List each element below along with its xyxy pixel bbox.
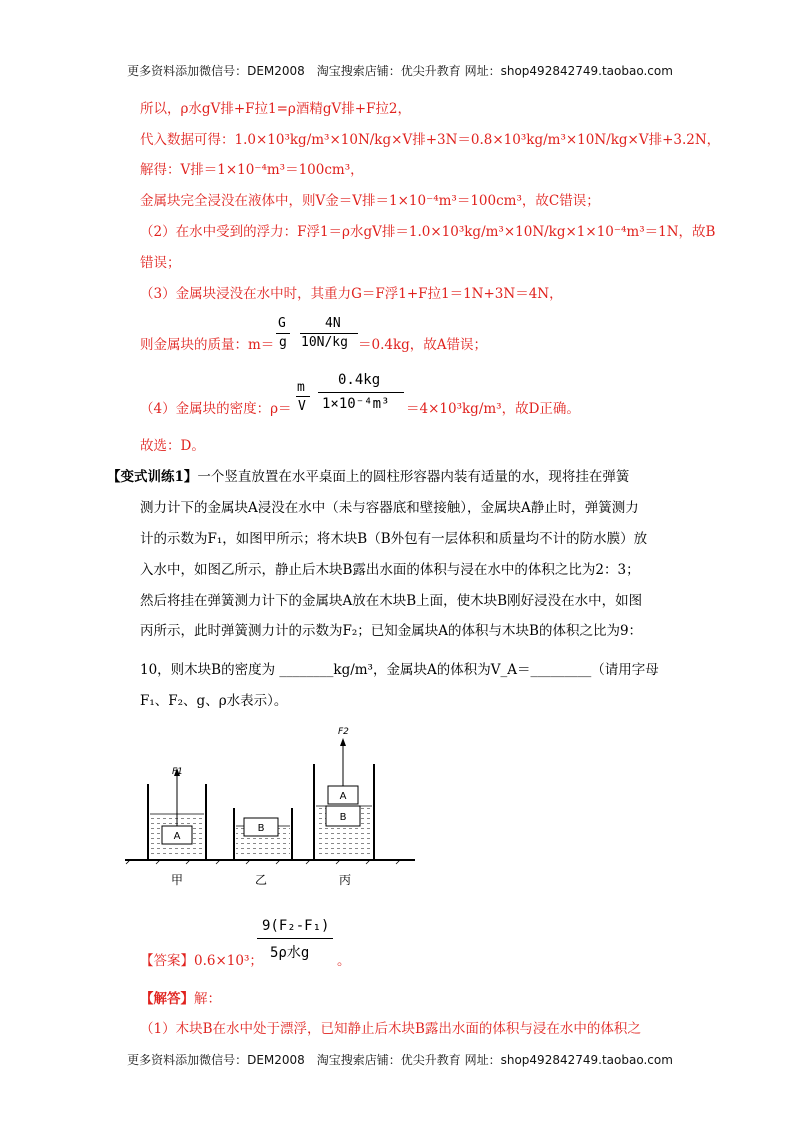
- block-b-label: B: [339, 812, 347, 823]
- exercise-line: 入水中，如图乙所示，静止后木块B露出水面的体积与浸在水中的体积之比为2：3；: [140, 562, 640, 578]
- exercise-line: 然后将挂在弹簧测力计下的金属块A放在木块B上面，使木块B刚好浸没在水中，如图: [140, 593, 643, 609]
- container-yi: [234, 808, 292, 859]
- fraction-bar: [296, 396, 310, 397]
- answer-end: 。: [337, 953, 351, 969]
- solution-line: 故选：D。: [140, 438, 205, 454]
- block-a-label: A: [173, 831, 181, 842]
- fraction-numerator: m: [297, 380, 305, 395]
- solution-line: 则金属块的质量：m＝: [140, 337, 275, 353]
- fraction-bar: [300, 333, 358, 334]
- analysis-text: 解：: [194, 991, 221, 1007]
- answer-fraction-numerator: 9(F₂-F₁): [262, 918, 330, 934]
- solution-line: （2）在水中受到的浮力：F浮1＝ρ水gV排＝1.0×10³kg/m³×10N/kg×1×10⁻⁴m³＝1N，故B: [140, 224, 716, 240]
- exercise-line: 10，则木块B的密度为 ________kg/m³，金属块A的体积为V_A＝_________（请用字母: [140, 662, 659, 678]
- solution-line: （3）金属块浸没在水中时，其重力G＝F浮1+F拉1＝1N+3N＝4N，: [140, 286, 563, 302]
- analysis-label: 【解答】: [140, 991, 194, 1007]
- solution-line: （4）金属块的密度：ρ＝: [140, 401, 292, 417]
- f1-label: F1: [172, 767, 183, 777]
- fraction-numerator: 0.4kg: [338, 372, 381, 388]
- fraction-numerator: G: [278, 316, 286, 331]
- fraction-denominator: g: [279, 335, 287, 350]
- exercise-line: 丙所示，此时弹簧测力计的示数为F₂；已知金属块A的体积与木块B的体积之比为9：: [140, 623, 643, 639]
- page-header: 更多资料添加微信号：DEM2008 淘宝搜索店铺：优尖升教育 网址：shop492842749.taobao.com: [127, 64, 673, 78]
- fraction-denominator: V: [298, 399, 306, 414]
- block-a-label: A: [339, 791, 347, 802]
- fraction-denominator: 1×10⁻⁴m³: [322, 396, 390, 412]
- answer-line: [140, 952, 263, 970]
- caption-bing: 丙: [338, 873, 352, 887]
- answer-fraction-denominator: 5ρ水g: [270, 945, 310, 961]
- exercise-line: [107, 468, 629, 486]
- analysis-line: [140, 990, 221, 1008]
- analysis-line: （1）木块B在水中处于漂浮，已知静止后木块B露出水面的体积与浸在水中的体积之: [140, 1021, 641, 1037]
- fraction-denominator: 10N/kg: [301, 335, 348, 350]
- exercise-tag: 【变式训练1】: [107, 469, 198, 485]
- container-bing: [314, 727, 374, 859]
- solution-line: 解得：V排＝1×10⁻⁴m³＝100cm³，: [140, 162, 364, 178]
- exercise-line: 测力计下的金属块A浸没在水中（未与容器底和壁接触），金属块A静止时，弹簧测力: [140, 500, 639, 516]
- container-jia: [148, 767, 206, 859]
- exercise-line: 计的示数为F₁，如图甲所示；将木块B（B外包有一层体积和质量均不计的防水膜）放: [140, 531, 648, 547]
- exercise-text: 一个竖直放置在水平桌面上的圆柱形容器内装有适量的水，现将挂在弹簧: [197, 469, 630, 485]
- fraction-bar: [276, 333, 290, 334]
- block-b-label: B: [257, 823, 265, 834]
- page-footer: 更多资料添加微信号：DEM2008 淘宝搜索店铺：优尖升教育 网址：shop492842749.taobao.com: [127, 1053, 673, 1067]
- solution-line: 所以，ρ水gV排+F拉1=ρ酒精gV排+F拉2，: [140, 101, 412, 117]
- f2-label: F2: [338, 727, 349, 737]
- exercise-line: F₁、F₂、g、ρ水表示）。: [140, 693, 288, 709]
- solution-line: 代入数据可得：1.0×10³kg/m³×10N/kg×V排+3N＝0.8×10³kg/m³×10N/kg×V排+3.2N，: [140, 132, 721, 148]
- solution-line: ＝4×10³kg/m³，故D正确。: [406, 401, 580, 417]
- solution-line: 错误；: [140, 255, 181, 271]
- solution-line: 金属块完全浸没在液体中，则V金＝V排＝1×10⁻⁴m³＝100cm³，故C错误；: [140, 193, 600, 209]
- answer-label: 【答案】: [140, 953, 194, 969]
- caption-yi: 乙: [254, 873, 268, 887]
- experiment-figure: [120, 722, 420, 892]
- fraction-bar: [257, 938, 333, 939]
- solution-line: ＝0.4kg，故A错误；: [358, 337, 488, 353]
- caption-jia: 甲: [170, 873, 184, 887]
- fraction-bar: [318, 392, 404, 393]
- answer-value: 0.6×10³；: [194, 953, 263, 969]
- fraction-numerator: 4N: [325, 316, 341, 331]
